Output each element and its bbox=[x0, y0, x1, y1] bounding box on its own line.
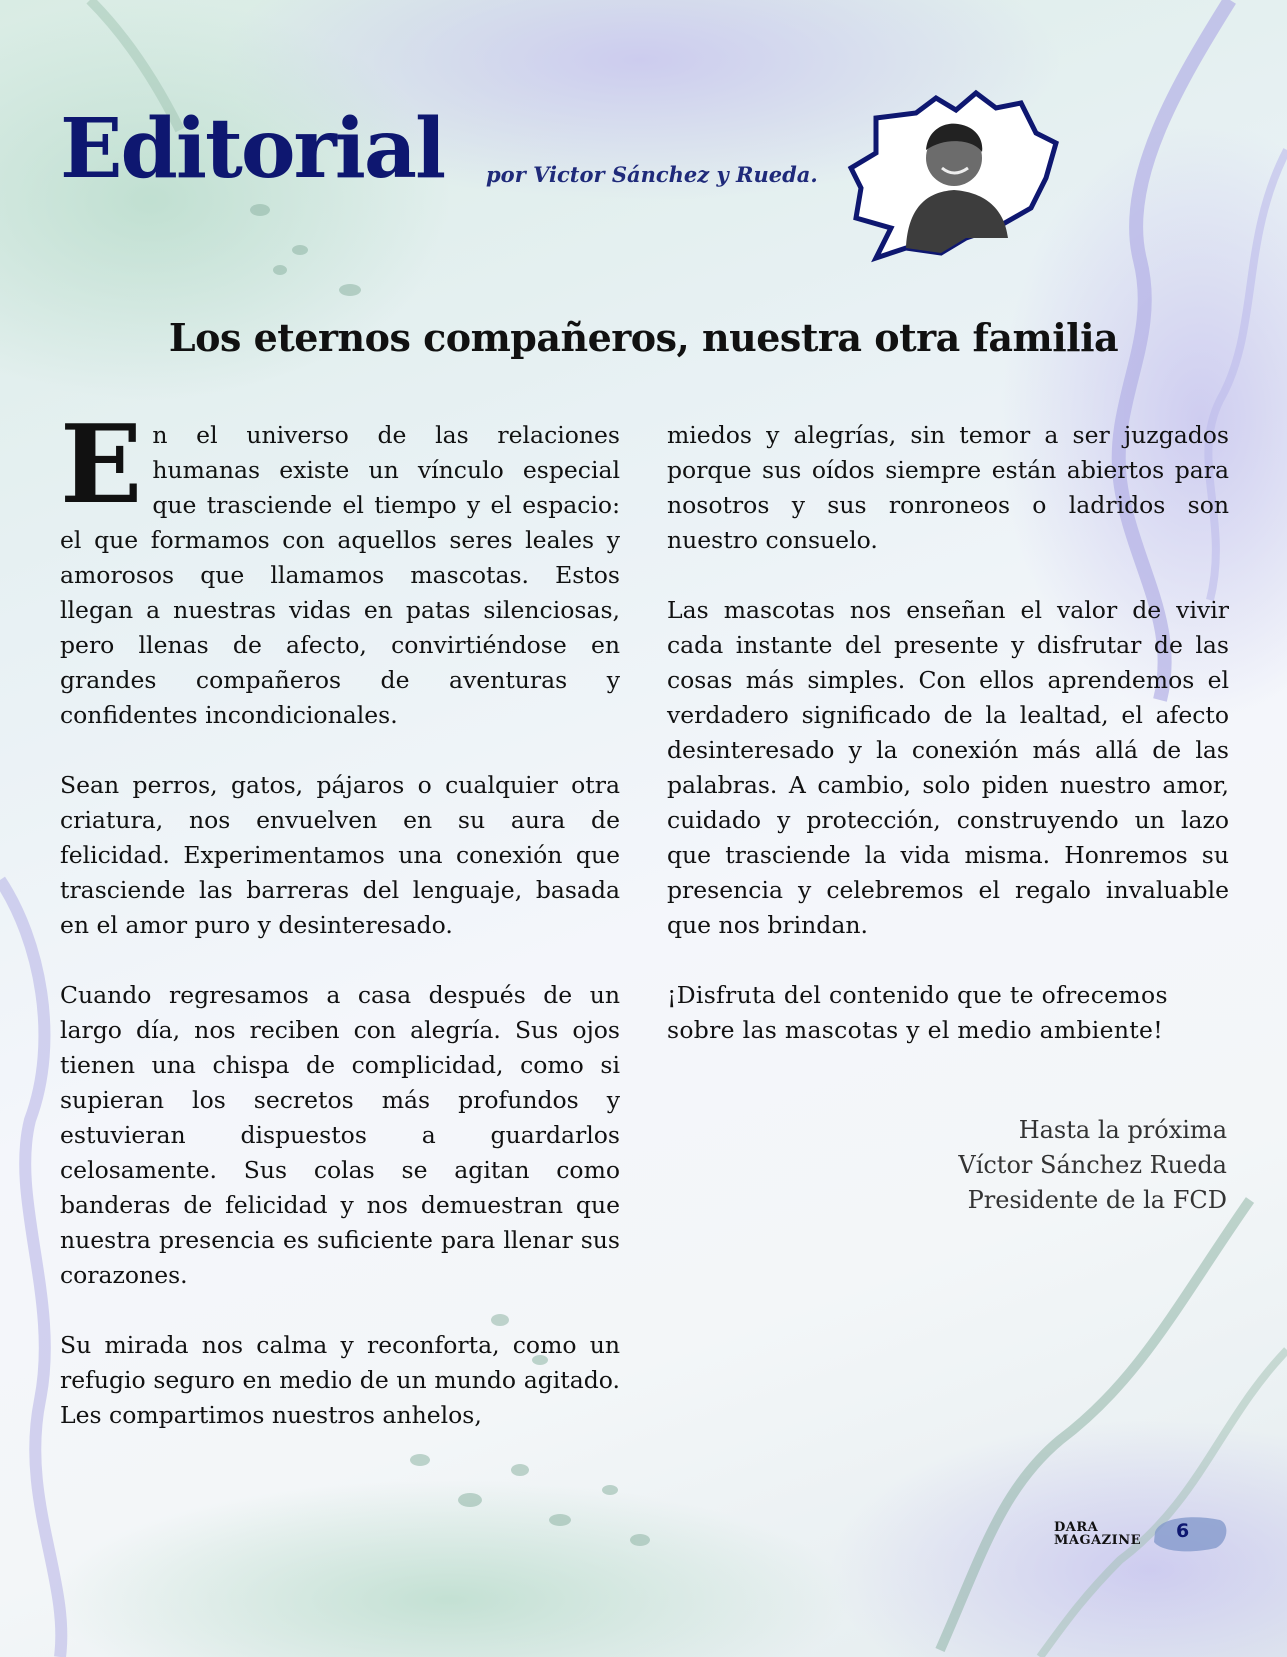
article-paragraph: Su mirada nos calma y reconforta, como un refugio seguro en medio de un mundo agitado. Les compartimos nuestros anhelos, bbox=[60, 1331, 620, 1429]
paragraph-text: n el universo de las relaciones humanas existe un vínculo especial que trasciende el tiempo y el espacio: el que formamos con aquellos seres leales y amorosos que llamamos mascotas. Estos llegan a nuestras vidas en patas silenciosas, pero llenas de afecto, convirtiéndose en grandes compañeros de aventuras y confidentes incondicionales. bbox=[60, 421, 620, 729]
article-headline: Los eternos compañeros, nuestra otra familia bbox=[168, 315, 1119, 360]
author-portrait bbox=[846, 88, 1062, 266]
article-column-right bbox=[667, 418, 1229, 1083]
signature-closing: Hasta la próxima bbox=[1018, 1116, 1227, 1144]
logo-line-1: DARA bbox=[1054, 1520, 1099, 1535]
article-paragraph: Las mascotas nos enseñan el valor de vivir cada instante del presente y disfrutar de las cosas más simples. Con ellos aprendemos el verdadero significado de la lealtad, el afecto desinteresado y la conexión más allá de las palabras. A cambio, solo piden nuestro amor, cuidado y protección, construyendo un lazo que trasciende la vida misma. Honremos su presencia y celebremos el regalo invaluable que nos brindan. bbox=[667, 596, 1229, 939]
logo-line-2: MAGAZINE bbox=[1054, 1533, 1142, 1548]
article-paragraph: Sean perros, gatos, pájaros o cualquier otra criatura, nos envuelven en su aura de felicidad. Experimentamos una conexión que trasciende las barreras del lenguaje, basada en el amor puro y desinteresado. bbox=[60, 771, 620, 939]
article-paragraph: Cuando regresamos a casa después de un largo día, nos reciben con alegría. Sus ojos tienen una chispa de complicidad, como si supieran los secretos más profundos y estuvieran dispuestos a guardarlos celosamente. Sus colas se agitan como banderas de felicidad y nos demuestran que nuestra presencia es suficiente para llenar sus corazones. bbox=[60, 981, 620, 1289]
magazine-logo bbox=[1054, 1521, 1141, 1547]
page-number: 6 bbox=[1176, 1520, 1190, 1542]
drop-cap: E bbox=[60, 402, 143, 528]
closing-message: ¡Disfruta del contenido que te ofrecemos sobre las mascotas y el medio ambiente! bbox=[667, 981, 1168, 1044]
signature-block bbox=[958, 1113, 1227, 1218]
page-number-brush bbox=[1150, 1512, 1230, 1554]
article-paragraph bbox=[60, 402, 620, 733]
article-paragraph: miedos y alegrías, sin temor a ser juzgados porque sus oídos siempre están abiertos para nosotros y sus ronroneos o ladridos son nuestro consuelo. bbox=[667, 421, 1229, 554]
article-column-left bbox=[60, 402, 620, 1468]
signature-role: Presidente de la FCD bbox=[967, 1186, 1227, 1214]
page-title: Editorial bbox=[60, 101, 445, 197]
signature-name: Víctor Sánchez Rueda bbox=[958, 1151, 1227, 1179]
author-byline: por Victor Sánchez y Rueda. bbox=[486, 162, 818, 187]
